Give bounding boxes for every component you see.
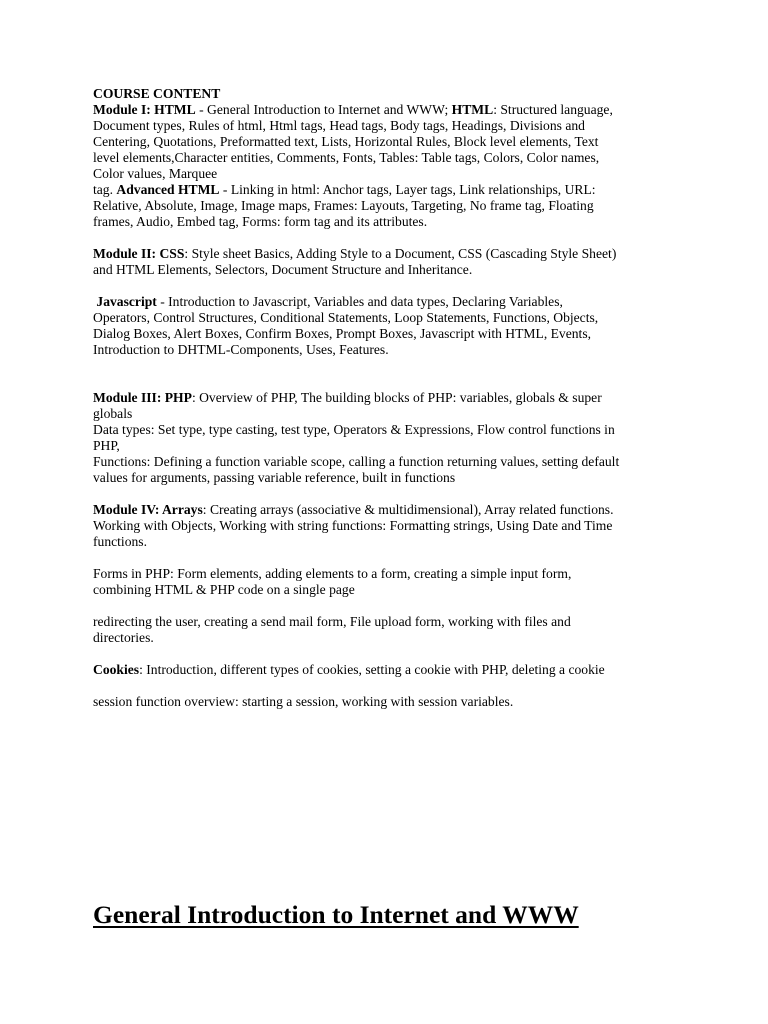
module1-line8: frames, Audio, Embed tag, Forms: form tag and its attributes. (93, 214, 428, 229)
module4-line3: functions. (93, 534, 147, 549)
module1-line2: Document types, Rules of html, Html tags, Head tags, Body tags, Headings, Divisions and (93, 118, 585, 133)
course-content-body (93, 86, 693, 710)
module3-line4: PHP, (93, 438, 120, 453)
section-heading: General Introduction to Internet and WWW (93, 900, 579, 929)
module3-line3: Data types: Set type, type casting, test type, Operators & Expressions, Flow control functions in (93, 422, 615, 437)
module2-line2: and HTML Elements, Selectors, Document Structure and Inheritance. (93, 262, 473, 277)
module3-line5: Functions: Defining a function variable scope, calling a function returning values, setting default (93, 454, 620, 469)
forms-line1: Forms in PHP: Form elements, adding elements to a form, creating a simple input form, (93, 566, 572, 581)
advanced-html-label: Advanced HTML (116, 182, 220, 197)
module2-label: Module II: CSS (93, 246, 185, 261)
forms-line2: combining HTML & PHP code on a single page (93, 582, 355, 597)
course-title: COURSE CONTENT (93, 86, 221, 101)
module1-line4: level elements,Character entities, Comments, Fonts, Tables: Table tags, Colors, Color names, (93, 150, 600, 165)
module1-line7: Relative, Absolute, Image, Image maps, Frames: Layouts, Targeting, No frame tag, Floating (93, 198, 594, 213)
module4-label: Module IV: Arrays (93, 502, 203, 517)
javascript-line1: Javascript - Introduction to Javascript, Variables and data types, Declaring Variables, (96, 294, 563, 309)
module3-line2: globals (93, 406, 133, 421)
module4-line1: Module IV: Arrays: Creating arrays (associative & multidimensional), Array related functions. (93, 502, 614, 517)
session-line1: session function overview: starting a session, working with session variables. (93, 694, 514, 709)
javascript-line3: Dialog Boxes, Alert Boxes, Confirm Boxes, Prompt Boxes, Javascript with HTML, Events, (93, 326, 592, 341)
course-title-line (93, 86, 693, 102)
module2-line1: Module II: CSS: Style sheet Basics, Adding Style to a Document, CSS (Cascading Style Sheet) (93, 246, 617, 261)
javascript-line2: Operators, Control Structures, Conditional Statements, Loop Statements, Functions, Objects, (93, 310, 599, 325)
module1-line6: tag. Advanced HTML - Linking in html: Anchor tags, Layer tags, Link relationships, URL: (93, 182, 596, 197)
javascript-line4: Introduction to DHTML-Components, Uses, Features. (93, 342, 389, 357)
module3-label: Module III: PHP (93, 390, 192, 405)
module1-line1: Module I: HTML - General Introduction to Internet and WWW; HTML: Structured language, (93, 102, 613, 117)
module1-line3: Centering, Quotations, Preformatted text, Lists, Horizontal Rules, Block level elements, Text (93, 134, 599, 149)
cookies-label: Cookies (93, 662, 140, 677)
redirect-line1: redirecting the user, creating a send mail form, File upload form, working with files and (93, 614, 571, 629)
module3-line1: Module III: PHP: Overview of PHP, The building blocks of PHP: variables, globals & super (93, 390, 602, 405)
module1-label: Module I: HTML (93, 102, 196, 117)
module3-line6: values for arguments, passing variable reference, built in functions (93, 470, 456, 485)
module4-line2: Working with Objects, Working with string functions: Formatting strings, Using Date and Time (93, 518, 613, 533)
cookies-line1: Cookies: Introduction, different types of cookies, setting a cookie with PHP, deleting a cookie (93, 662, 605, 677)
module1-line5: Color values, Marquee (93, 166, 218, 181)
javascript-label: Javascript (96, 294, 157, 309)
redirect-line2: directories. (93, 630, 154, 645)
